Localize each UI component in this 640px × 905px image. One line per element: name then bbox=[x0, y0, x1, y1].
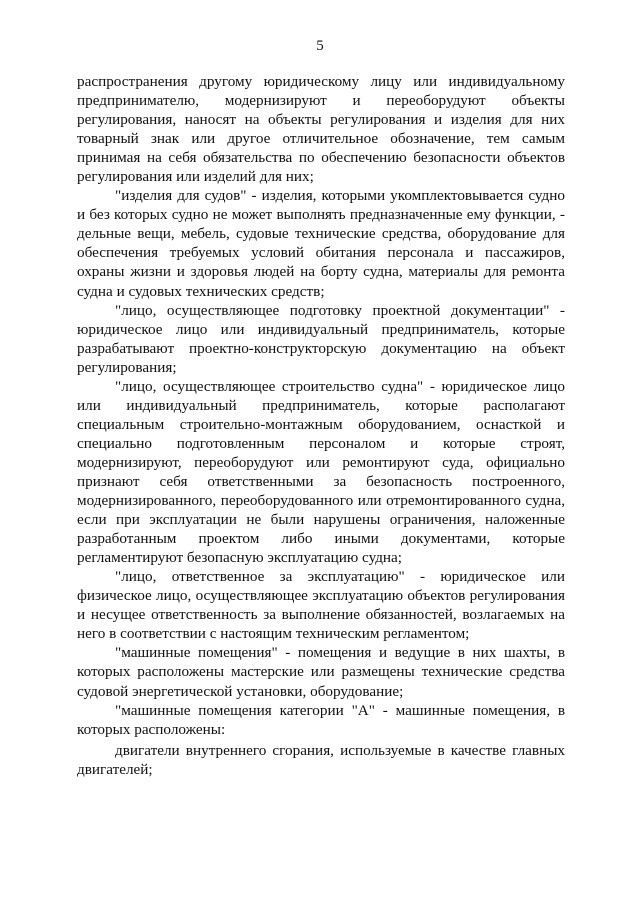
paragraph-definition-machinery-spaces: "машинные помещения" - помещения и ведущие в них шахты, в которых расположены мастерские или размещены технические средства судовой энергетической установки, оборудование; bbox=[77, 644, 565, 700]
paragraph-definition-category-a-machinery-spaces: "машинные помещения категории "А" - машинные помещения, в которых расположены: bbox=[77, 701, 565, 738]
paragraph-list-item-engines: двигатели внутреннего сгорания, используемые в качестве главных двигателей; bbox=[77, 741, 565, 778]
paragraph-definition-ship-products: "изделия для судов" - изделия, которыми укомплектовывается судно и без которых судно не может выполнять предназначенные ему функции, - дельные вещи, мебель, судовые технические средства, оборудование для обеспечения требуемых условий обитания персонала и пассажиров, охраны жизни и здоровья людей на борту судна, материалы для ремонта судна и судовых технических средств; bbox=[77, 187, 565, 300]
paragraph-definition-shipbuilder: "лицо, осуществляющее строительство судна" - юридическое лицо или индивидуальный предприниматель, которые располагают специальным строительно-монтажным оборудованием, оснасткой и специально подготовленным персоналом и которые строят, модернизируют, переоборудуют или ремонтируют суда, официально признают себя ответственными за безопасность построенного, модернизированного, переоборудованного или отремонтированного судна, если при эксплуатации не были нарушены ограничения, наложенные разработанным проектом либо иными документами, которые регламентируют безопасную эксплуатацию судна; bbox=[77, 377, 565, 567]
page-number: 5 bbox=[316, 38, 324, 54]
document-body bbox=[77, 72, 565, 779]
paragraph-continuation: распространения другому юридическому лицу или индивидуальному предпринимателю, модернизируют и переоборудуют объекты регулирования, наносят на объекты регулирования и изделия для них товарный знак или другое отличительное обозначение, тем самым принимая на себя обязательства по обеспечению безопасности объектов регулирования или изделий для них; bbox=[77, 73, 565, 186]
paragraph-definition-design-documentation-party: "лицо, осуществляющее подготовку проектной документации" - юридическое лицо или индивидуальный предприниматель, которые разрабатывают проектно-конструкторскую документацию на объект регулирования; bbox=[77, 301, 565, 376]
paragraph-definition-operator: "лицо, ответственное за эксплуатацию" - юридическое или физическое лицо, осуществляющее эксплуатацию объектов регулирования и несущее ответственность за выполнение обязанностей, возлагаемых на него в соответствии с настоящим техническим регламентом; bbox=[77, 568, 565, 643]
